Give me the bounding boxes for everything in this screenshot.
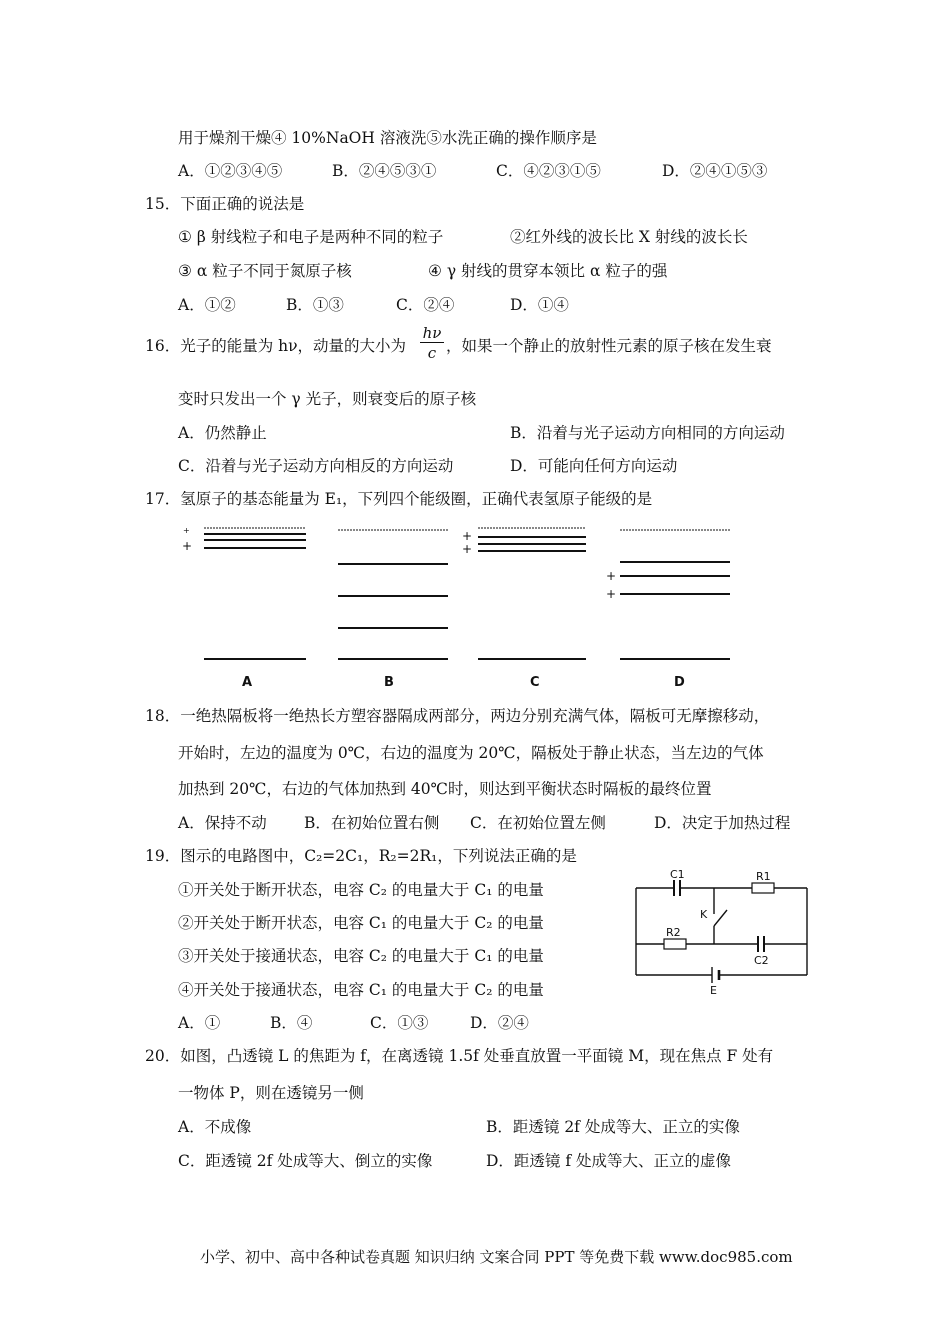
q15-statement-4: ④ γ 射线的贯穿本领比 α 粒子的强 — [428, 262, 668, 280]
q14-option-a: A．①②③④⑤ — [178, 162, 283, 180]
q19-statement-1: ①开关处于断开状态，电容 C₂ 的电量大于 C₁ 的电量 — [178, 881, 544, 899]
c2-label: C2 — [754, 954, 769, 967]
q15-option-c: C．②④ — [396, 296, 455, 314]
k-label: K — [700, 908, 708, 921]
q18-stem-line-3: 加热到 20℃，右边的气体加热到 40℃时，则达到平衡状态时隔板的最终位置 — [178, 780, 712, 798]
svg-text:+: + — [462, 529, 473, 543]
q19-option-b: B．④ — [270, 1014, 313, 1032]
q15-statement-3: ③ α 粒子不同于氮原子核 — [178, 262, 352, 280]
q18-stem-line-1: 18．一绝热隔板将一绝热长方塑容器隔成两部分，两边分别充满气体，隔板可无摩擦移动， — [145, 707, 770, 725]
q14-option-c: C．④②③①⑤ — [496, 162, 601, 180]
q15-statement-1: ① β 射线粒子和电子是两种不同的粒子 — [178, 228, 444, 246]
svg-text:+: + — [606, 587, 617, 601]
circuit-diagram — [630, 866, 815, 996]
energy-level-diagrams — [178, 520, 738, 692]
q19-option-d: D．②④ — [470, 1014, 529, 1032]
q14-option-d: D．②④①⑤③ — [662, 162, 768, 180]
q20-option-c: C．距透镜 2f 处成等大、倒立的实像 — [178, 1152, 433, 1170]
diagram-label-c: C — [530, 675, 540, 690]
energy-level-diagram-d — [606, 530, 730, 659]
svg-text:+: + — [183, 526, 190, 535]
r1-label: R1 — [756, 870, 771, 883]
q19-stem: 19．图示的电路图中，C₂=2C₁，R₂=2R₁，下列说法正确的是 — [145, 847, 577, 865]
q20-stem-line-1: 20．如图，凸透镜 L 的焦距为 f，在离透镜 1.5f 处垂直放置一平面镜 M，现在焦点 F 处有 — [145, 1047, 774, 1065]
q16-option-b: B．沿着与光子运动方向相同的方向运动 — [510, 424, 785, 442]
q14-stem-continuation: 用于燥剂干燥④ 10%NaOH 溶液洗⑤水洗正确的操作顺序是 — [178, 129, 597, 147]
footer-advertisement: 小学、初中、高中各种试卷真题 知识归纳 文案合同 PPT 等免费下载 www.doc985.com — [200, 1248, 793, 1266]
q16-option-c: C．沿着与光子运动方向相反的方向运动 — [178, 457, 454, 475]
q18-option-a: A．保持不动 — [178, 814, 267, 832]
e-label: E — [710, 984, 717, 996]
q16-option-d: D．可能向任何方向运动 — [510, 457, 678, 475]
energy-level-diagram-a — [182, 526, 306, 659]
svg-text:+: + — [462, 542, 473, 556]
q14-option-b: B．②④⑤③① — [332, 162, 437, 180]
q15-option-b: B．①③ — [286, 296, 344, 314]
q18-stem-line-2: 开始时，左边的温度为 0℃，右边的温度为 20℃，隔板处于静止状态，当左边的气体 — [178, 744, 764, 762]
q16-stem-part-b: ，如果一个静止的放射性元素的原子核在发生衰 — [446, 337, 772, 355]
q16-option-a: A．仍然静止 — [178, 424, 267, 442]
diagram-label-b: B — [384, 675, 394, 690]
fraction-denominator: c — [427, 344, 437, 362]
q15-option-d: D．①④ — [510, 296, 569, 314]
q19-statement-4: ④开关处于接通状态，电容 C₁ 的电量大于 C₂ 的电量 — [178, 981, 544, 999]
q19-option-a: A．① — [178, 1014, 221, 1032]
q16-stem-part-a: 16．光子的能量为 hν，动量的大小为 — [145, 337, 407, 355]
q18-option-c: C．在初始位置左侧 — [470, 814, 606, 832]
q18-option-b: B．在初始位置右侧 — [304, 814, 440, 832]
q17-stem: 17．氢原子的基态能量为 E₁，下列四个能级圈，正确代表氢原子能级的是 — [145, 490, 653, 508]
energy-level-diagram-c — [462, 528, 586, 659]
q15-option-a: A．①② — [178, 296, 236, 314]
diagram-label-d: D — [674, 675, 685, 690]
q16-stem-part-c: 变时只发出一个 γ 光子，则衰变后的原子核 — [178, 390, 477, 408]
svg-text:+: + — [182, 539, 193, 553]
q20-option-a: A．不成像 — [178, 1118, 252, 1136]
svg-text:+: + — [606, 569, 617, 583]
q20-option-b: B．距透镜 2f 处成等大、正立的实像 — [486, 1118, 740, 1136]
energy-level-diagram-b — [338, 530, 448, 659]
c1-label: C1 — [670, 868, 685, 881]
r2-label: R2 — [666, 926, 681, 939]
q15-statement-2: ②红外线的波长比 X 射线的波长长 — [510, 228, 748, 246]
fraction-numerator: hν — [420, 325, 444, 343]
diagram-label-a: A — [242, 675, 253, 690]
q20-stem-line-2: 一物体 P，则在透镜另一侧 — [178, 1084, 364, 1102]
q18-option-d: D．决定于加热过程 — [654, 814, 791, 832]
momentum-fraction — [420, 325, 444, 361]
q20-option-d: D．距透镜 f 处成等大、正立的虚像 — [486, 1152, 732, 1170]
q19-statement-2: ②开关处于断开状态，电容 C₁ 的电量大于 C₂ 的电量 — [178, 914, 544, 932]
q19-option-c: C．①③ — [370, 1014, 429, 1032]
q15-stem: 15．下面正确的说法是 — [145, 195, 305, 213]
q19-statement-3: ③开关处于接通状态，电容 C₂ 的电量大于 C₁ 的电量 — [178, 947, 544, 965]
